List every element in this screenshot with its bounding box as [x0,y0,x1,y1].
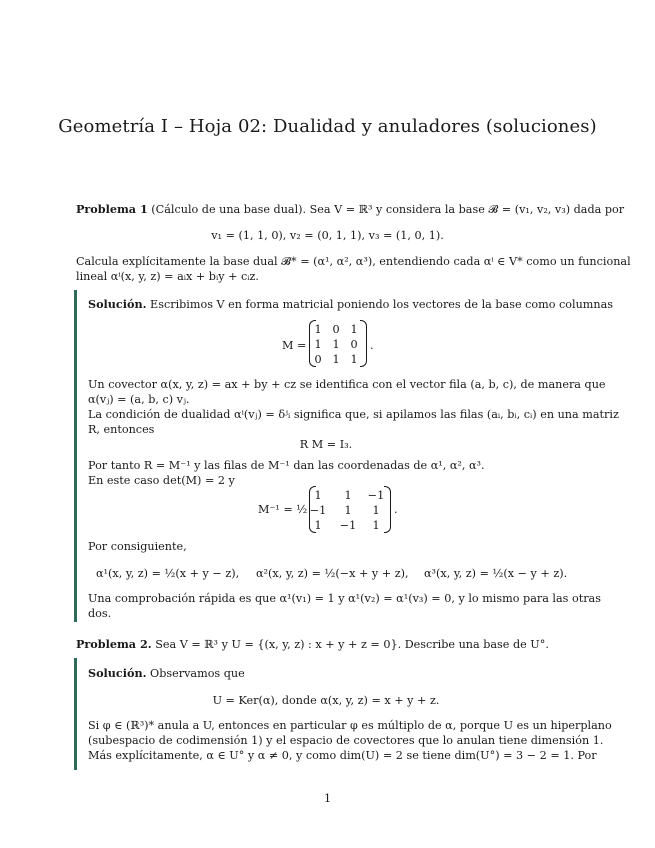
matrix-m-end: . [370,339,374,352]
matrix-cell: 1 [372,519,380,532]
matrix-cell: 1 [344,489,352,502]
solution-2-line-1: Si φ ∈ (ℝ³)* anula a U, entonces en particular φ es múltiplo de α, porque U es un hiperplano [88,719,612,732]
matrix-cell: 1 [344,504,352,517]
solution-1-p2-line-2: R, entonces [88,423,155,436]
matrix-cell: 1 [314,338,322,351]
equation-rm: R M = I₃. [299,438,353,451]
solution-1-p1-line-2: α(vⱼ) = (a, b, c) vⱼ. [88,393,190,406]
alpha-2-formula: α²(x, y, z) = ½(−x + y + z), [256,567,409,580]
matrix-cell: 1 [332,353,340,366]
problem-1-subheading: (Cálculo de una base dual). [151,203,307,216]
solution-2-line-2: (subespacio de codimensión 1) y el espacio de covectores que lo anulan tiene dimensión 1. [88,734,604,747]
solution-1-p2-line-1: La condición de dualidad αⁱ(vⱼ) = δʲᵢ significa que, si apilamos las filas (aᵢ, bᵢ, cᵢ) en una matriz [88,408,619,421]
problem-1-vectors: v₁ = (1, 1, 0), v₂ = (0, 1, 1), v₃ = (1, 0, 1). [211,229,444,242]
solution-2-equation: U = Ker(α), donde α(x, y, z) = x + y + z. [212,694,440,707]
problem-2-heading: Problema 2. [76,637,152,651]
solution-1-label: Solución. [88,297,147,311]
solution-2-line-3: Más explícitamente, α ∈ U° y α ≠ 0, y como dim(U) = 2 se tiene dim(U°) = 3 − 2 = 1. Por [88,749,597,762]
matrix-minv-lhs: M⁻¹ = ½ [258,503,308,516]
page-number: 1 [323,792,332,805]
matrix-cell: 0 [332,323,340,336]
matrix-cell: 1 [372,504,380,517]
alpha-3-formula: α³(x, y, z) = ½(x − y + z). [424,567,568,580]
matrix-cell: 0 [350,338,358,351]
problem-1-text: Sea V = ℝ³ y considera la base 𝓑 = (v₁, v₂, v₃) dada por [309,203,625,216]
alpha-1-formula: α¹(x, y, z) = ½(x + y − z), [96,567,240,580]
solution-2-label: Solución. [88,666,147,680]
problem-1-task-line-1: Calcula explícitamente la base dual 𝓑* = (α¹, α², α³), entendiendo cada αⁱ ∈ V* como un funcional [76,255,631,268]
solution-2-intro-text: Observamos que [150,667,245,680]
solution-1-intro-text: Escribimos V en forma matricial poniendo los vectores de la base como columnas [150,298,614,311]
problem-1-heading: Problema 1 [76,202,148,216]
problem-2-text: Sea V = ℝ³ y U = {(x, y, z) : x + y + z = 0}. Describe una base de U°. [155,638,549,651]
solution-2-intro [88,666,245,681]
solution-1-p5: Por consiguiente, [88,540,187,553]
matrix-cell: 1 [350,323,358,336]
matrix-cell: −1 [339,519,357,532]
matrix-cell: 1 [314,519,322,532]
solution-1-check-line-1: Una comprobación rápida es que α¹(v₁) = 1 y α¹(v₂) = α¹(v₃) = 0, y lo mismo para las otras [88,592,601,605]
matrix-minv [309,488,392,533]
matrix-m-lhs: M = [282,339,307,352]
matrix-minv-end: . [394,503,398,516]
matrix-m-right-bracket [360,320,367,367]
solution-1-check-line-2: dos. [88,607,112,620]
document-title: Geometría I – Hoja 02: Dualidad y anuladores (soluciones) [58,116,597,137]
matrix-cell: 1 [314,323,322,336]
matrix-cell: 1 [314,489,322,502]
matrix-minv-right-bracket [384,486,391,533]
solution-1-p1-line-1: Un covector α(x, y, z) = ax + by + cz se identifica con el vector fila (a, b, c), de manera que [88,378,606,391]
matrix-cell: 1 [350,353,358,366]
matrix-cell: 1 [332,338,340,351]
solution-1-p3: Por tanto R = M⁻¹ y las filas de M⁻¹ dan las coordenadas de α¹, α², α³. [88,459,485,472]
matrix-cell: −1 [367,489,385,502]
problem-2-statement [76,637,549,652]
solution-1-intro [88,297,613,312]
matrix-cell: 0 [314,353,322,366]
problem-1-statement [76,202,624,217]
solution-1-p4: En este caso det(M) = 2 y [88,474,235,487]
matrix-cell: −1 [309,504,327,517]
problem-1-task-line-2: lineal αⁱ(x, y, z) = aᵢx + bᵢy + cᵢz. [76,270,259,283]
